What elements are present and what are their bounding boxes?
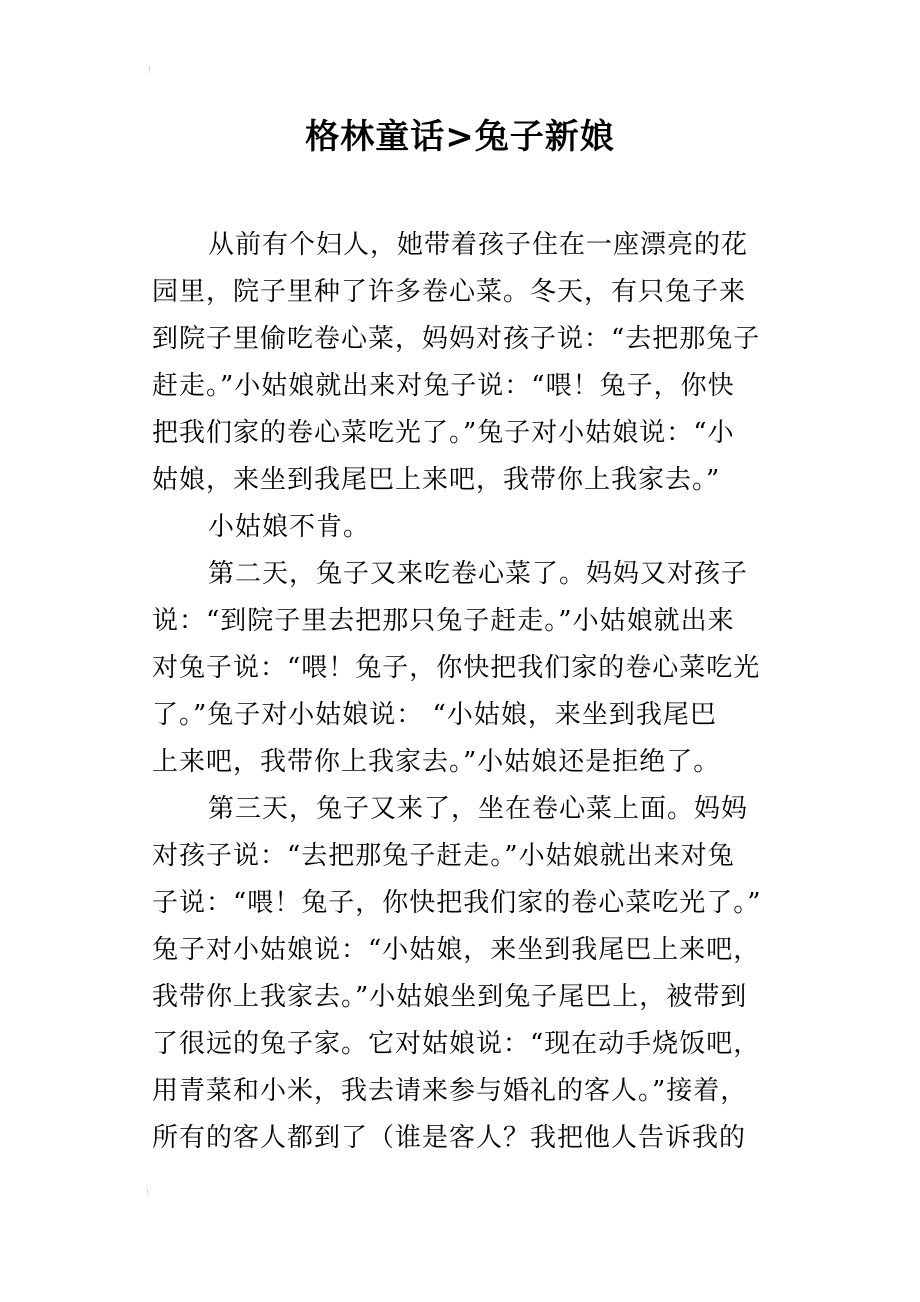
text-line: 小姑娘不肯。 — [208, 512, 371, 542]
text-line: 用青菜和小米，我去请来参与婚礼的客人。”接着， — [152, 1076, 748, 1106]
text-line: 把我们家的卷心菜吃光了。”兔子对小姑娘说：“小 — [152, 418, 735, 448]
paragraph-4 — [152, 786, 772, 1162]
text-line: 对孩子说：“去把那兔子赶走。”小姑娘就出来对兔 — [152, 841, 735, 871]
text-line: 对兔子说：“喂！兔子，你快把我们家的卷心菜吃光 — [152, 653, 761, 683]
text-line: 所有的客人都到了（谁是客人？我把他人告诉我的 — [152, 1123, 747, 1153]
paragraph-2 — [152, 504, 772, 551]
document-body — [152, 222, 772, 1162]
text-line: 子说：“喂！兔子，你快把我们家的卷心菜吃光了。” — [152, 888, 762, 918]
text-line: 了。”兔子对小姑娘说： “小姑娘，来坐到我尾巴 — [152, 700, 717, 730]
page-corner-mark-bottom: ⁝ — [146, 1188, 149, 1198]
page-corner-mark-top: ⁝ — [148, 66, 151, 76]
text-line: 园里，院子里种了许多卷心菜。冬天，有只兔子来 — [152, 277, 747, 307]
text-line: 赶走。”小姑娘就出来对兔子说：“喂！兔子，你快 — [152, 371, 735, 401]
text-line: 我带你上我家去。”小姑娘坐到兔子尾巴上，被带到 — [152, 982, 748, 1012]
paragraph-1 — [152, 222, 772, 504]
text-line: 兔子对小姑娘说：“小姑娘，来坐到我尾巴上来吧， — [152, 935, 761, 965]
text-line: 第三天，兔子又来了，坐在卷心菜上面。妈妈 — [208, 794, 749, 824]
text-line: 了很远的兔子家。它对姑娘说：“现在动手烧饭吧， — [152, 1029, 761, 1059]
document-title: 格林童话>兔子新娘 — [305, 117, 615, 157]
text-line: 第二天，兔子又来吃卷心菜了。妈妈又对孩子 — [208, 559, 749, 589]
text-line: 到院子里偷吃卷心菜，妈妈对孩子说：“去把那兔子 — [152, 324, 761, 354]
paragraph-3 — [152, 551, 772, 786]
text-line: 姑娘，来坐到我尾巴上来吧，我带你上我家去。” — [152, 465, 721, 495]
text-line: 从前有个妇人，她带着孩子住在一座漂亮的花 — [208, 230, 749, 260]
text-line: 上来吧，我带你上我家去。”小姑娘还是拒绝了。 — [152, 747, 721, 777]
text-line: 说：“到院子里去把那只兔子赶走。”小姑娘就出来 — [152, 606, 735, 636]
